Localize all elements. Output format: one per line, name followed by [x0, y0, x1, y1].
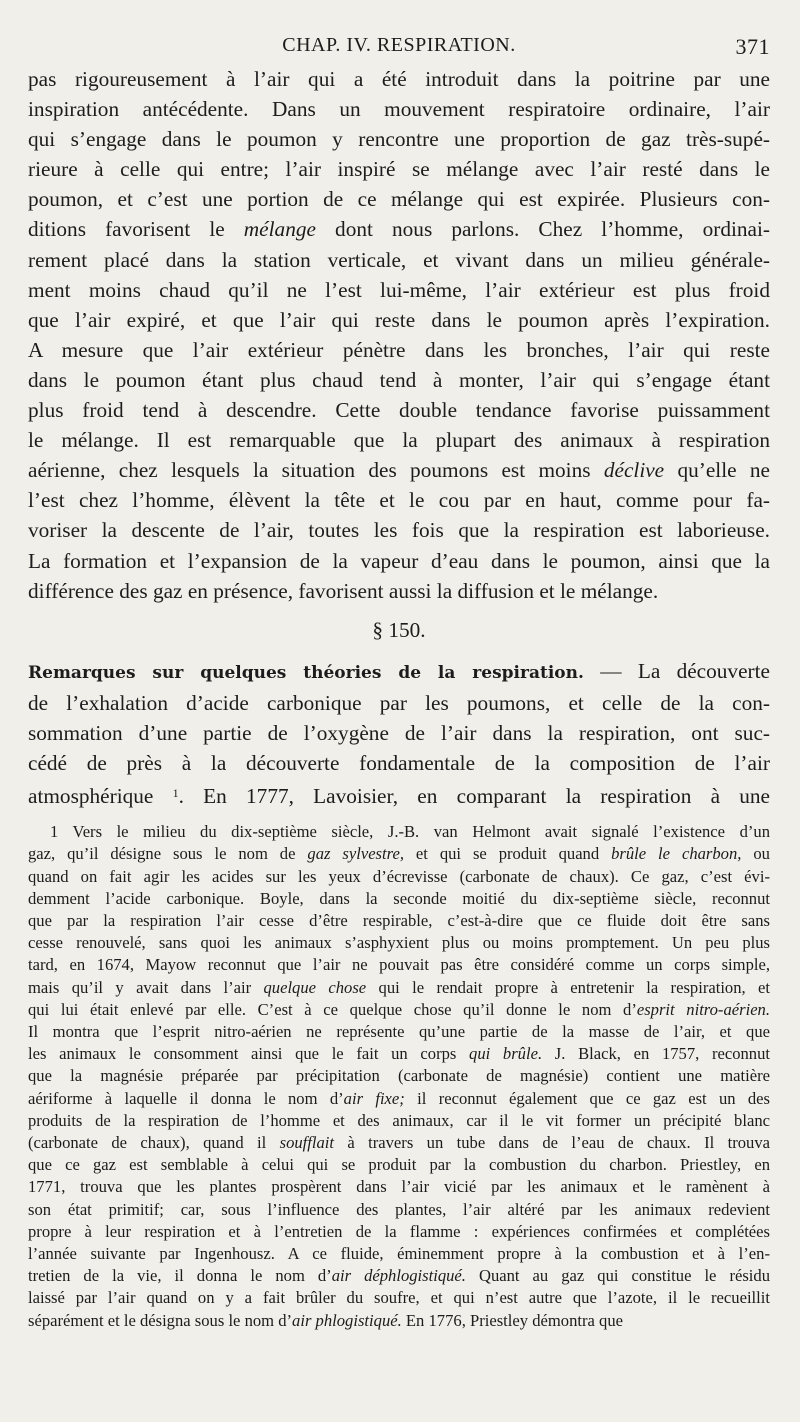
text-line: que l’air expiré, et que l’air qui reste dans le poumon après l’expiration.	[28, 307, 770, 332]
italic-term: soufflait	[279, 1133, 335, 1152]
chapter-title: CHAP. IV. RESPIRATION.	[282, 34, 516, 56]
text-line	[28, 455, 770, 485]
text-line: pas rigoureusement à l’air qui a été introduit dans la poitrine par une	[28, 67, 770, 91]
footnote-line: cesse renouvelé, sans quoi les animaux s’asphyxient plus ou moins promptement. Un peu plus	[28, 933, 770, 953]
footnote-line: 1771, trouva que les plantes prospèrent dans l’air vicié par les animaux et le ramènent à	[28, 1177, 770, 1197]
footnote-line: son état primitif; car, sous l’influence des plantes, l’air altéré par les animaux redevient	[28, 1199, 770, 1219]
text-span: qui le rendait propre à entretenir la respiration, et	[378, 977, 771, 997]
italic-term: mélange	[243, 217, 316, 242]
text-line: qui s’engage dans le poumon y rencontre une proportion de gaz très-supé-	[28, 127, 770, 152]
italic-term: brûle le charbon,	[611, 844, 742, 864]
text-span: ou	[753, 844, 770, 864]
footnote-line	[28, 821, 770, 843]
footnote-line: que la magnésie préparée par précipitation (carbonate de magnésie) contient une matière	[28, 1066, 770, 1086]
section-heading: Remarques sur quelques théories de la respiration.	[28, 662, 584, 683]
text-span: aériforme à laquelle il donna le nom d’	[28, 1088, 344, 1108]
text-span: aérienne, chez lesquels la situation des poumons est moins	[28, 458, 591, 483]
text-line: l’est chez l’homme, élèvent la tête et le cou par en haut, comme pour fa-	[28, 488, 770, 513]
text-line: inspiration antécédente. Dans un mouvement respiratoire ordinaire, l’air	[28, 97, 770, 122]
text-span: . En 1777, Lavoisier, en comparant la respiration à une	[178, 784, 770, 809]
text-line: ment moins chaud qu’il ne l’est lui-même, l’air extérieur est plus froid	[28, 277, 770, 302]
text-line	[28, 214, 770, 244]
book-page	[28, 28, 770, 1332]
text-line: A mesure que l’air extérieur pénètre dans les bronches, l’air qui reste	[28, 337, 770, 362]
text-span: séparément et le désigna sous le nom d’	[28, 1310, 293, 1330]
text-line: cédé de près à la découverte fondamentale de la composition de l’air	[28, 750, 770, 775]
footnote-line: que ce gaz est semblable à celui qui se produit par la combustion du charbon. Priestley, en	[28, 1155, 770, 1175]
footnote-line	[28, 843, 770, 865]
text-span: ditions favorisent le	[28, 217, 225, 242]
paragraph-2	[28, 656, 770, 811]
text-span: il reconnut également que ce gaz est un des	[417, 1088, 771, 1108]
text-span: Vers le milieu du dix-septième siècle, J.-B. van Helmont avait signalé l’existence d’un	[72, 822, 770, 842]
text-span: dont nous parlons. Chez l’homme, ordinai-	[335, 217, 770, 242]
footnote-line	[28, 1310, 770, 1332]
text-span: qui lui était enlevé par elle. C’est à ce quelque chose qu’il donne le nom d’	[28, 999, 637, 1019]
footnote-line: quand on fait agir les acides sur les yeux d’écrevisse (carbonate de chaux). Ce gaz, c’est évi-	[28, 866, 770, 886]
text-line: différence des gaz en présence, favorisent aussi la diffusion et le mélange.	[28, 578, 659, 603]
italic-term: air phlogistiqué.	[292, 1310, 402, 1330]
text-line: de l’exhalation d’acide carbonique par les poumons, et celle de la con-	[28, 690, 770, 715]
footnote-ref: 1	[172, 786, 179, 801]
footnote-line	[28, 1265, 770, 1287]
section-number: § 150.	[372, 617, 426, 642]
text-span: les animaux le consomment ainsi que le fait un corps	[28, 1044, 457, 1064]
footnote-line: Il montra que l’esprit nitro-aérien ne représente qu’une partie de la masse de l’air, et que	[28, 1021, 770, 1041]
footnote-line: laissé par l’air quand on y a fait brûler du soufre, et qui n’est autre que l’azote, il le recueillit	[28, 1288, 770, 1308]
footnote-line	[28, 977, 770, 999]
text-span: et qui se produit quand	[415, 844, 600, 864]
footnote-line: tard, en 1674, Mayow reconnut que l’air ne pouvait pas être considéré comme un corps simple,	[28, 955, 770, 975]
text-line: rement placé dans la station verticale, et vivant dans un milieu générale-	[28, 247, 770, 272]
italic-term: quelque chose	[263, 977, 367, 997]
italic-term: qui brûle.	[469, 1044, 543, 1064]
text-span: — La découverte	[600, 658, 770, 683]
footnote-number: 1	[50, 822, 59, 842]
text-span: qu’elle ne	[677, 458, 771, 483]
text-span: (carbonate de chaux), quand il	[28, 1133, 267, 1152]
text-line: plus froid tend à descendre. Cette double tendance favorise puissamment	[28, 398, 770, 423]
footnote-line: l’année suivante par Ingenhousz. A ce fluide, éminemment propre à la combustion et à l’en-	[28, 1244, 770, 1264]
text-line: voriser la descente de l’air, toutes les fois que la respiration est laborieuse.	[28, 518, 770, 543]
running-header	[28, 28, 770, 64]
text-line: rieure à celle qui entre; l’air inspiré se mélange avec l’air resté dans le	[28, 157, 770, 182]
footnote-line: que par la respiration l’air cesse d’être respirable, c’est-à-dire que ce fluide doit être sans	[28, 910, 770, 930]
footnote-line	[28, 1132, 770, 1154]
footnote-line: demment l’acide carbonique. Boyle, dans la seconde moitié du dix-septième siècle, reconnut	[28, 888, 770, 908]
text-span: atmosphérique	[28, 784, 154, 809]
text-line	[28, 656, 770, 688]
text-span: En 1776, Priestley démontra que	[405, 1310, 623, 1330]
italic-term: esprit nitro-aérien.	[636, 999, 771, 1019]
footnote-line: propre à leur respiration et à l’entretien de la flamme : expériences confirmées et complétées	[28, 1221, 770, 1241]
text-line	[28, 778, 770, 811]
italic-term: air déphlogistiqué.	[331, 1266, 466, 1286]
italic-term: gaz sylvestre,	[307, 844, 404, 864]
paragraph-1	[28, 64, 770, 606]
footnote-line	[28, 999, 770, 1021]
italic-term: air fixe;	[343, 1088, 405, 1108]
text-span: tretien de la vie, il donna le nom d’	[28, 1266, 332, 1286]
text-span: Quant au gaz qui constitue le résidu	[478, 1266, 771, 1286]
text-line: le mélange. Il est remarquable que la plupart des animaux à respiration	[28, 428, 770, 453]
text-line: dans le poumon étant plus chaud tend à monter, l’air qui s’engage étant	[28, 367, 770, 392]
text-line: sommation d’une partie de l’oxygène de l’air dans la respiration, ont suc-	[28, 720, 770, 745]
text-line: poumon, et c’est une portion de ce mélange qui est expirée. Plusieurs con-	[28, 187, 770, 212]
text-span: mais qu’il y avait dans l’air	[28, 977, 252, 997]
footnote-line	[28, 1043, 770, 1065]
italic-term: déclive	[603, 458, 665, 483]
text-line: La formation et l’expansion de la vapeur d’eau dans le poumon, ainsi que la	[28, 548, 770, 573]
text-span: J. Black, en 1757, reconnut	[554, 1044, 771, 1064]
text-span: à travers un tube dans de l’eau de chaux. Il trouva	[347, 1133, 770, 1152]
text-span: gaz, qu’il désigne sous le nom de	[28, 844, 296, 864]
footnote-line	[28, 1088, 770, 1110]
footnote	[28, 821, 770, 1332]
page-number: 371	[735, 34, 770, 59]
footnote-line: produits de la respiration de l’homme et des animaux, car il le vit former un précipité blanc	[28, 1110, 770, 1130]
